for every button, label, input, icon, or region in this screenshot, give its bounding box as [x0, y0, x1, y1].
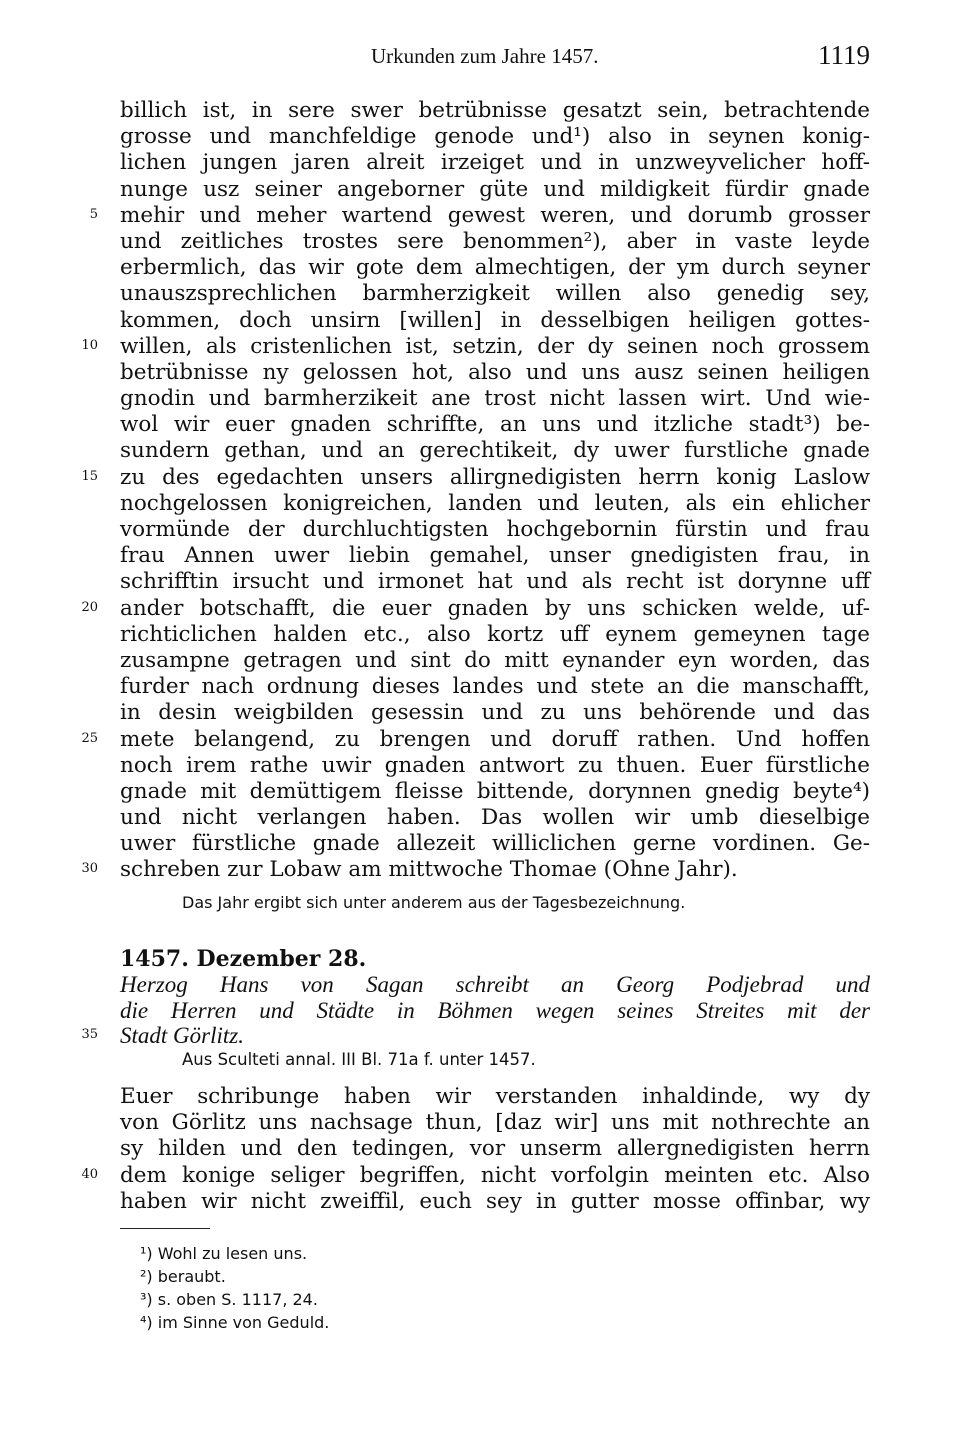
text-line — [0, 308, 960, 334]
line-text: die Herren und Städte in Böhmen wegen seines Streites mit der — [120, 997, 870, 1023]
line-text: haben wir nicht zweiffil, euch sey in gutter mosse offinbar, wy — [120, 1188, 870, 1214]
text-line — [0, 1163, 960, 1189]
running-title: Urkunden zum Jahre 1457. — [371, 44, 599, 68]
line-number: 25 — [81, 730, 98, 746]
line-number: 20 — [81, 599, 98, 615]
text-line — [0, 648, 960, 674]
line-text: billich ist, in sere swer betrübnisse gesatzt sein, betrachtende — [120, 98, 870, 123]
editorial-note: Das Jahr ergibt sich unter anderem aus der Tagesbezeichnung. — [182, 893, 686, 912]
text-line — [0, 491, 960, 517]
text-line — [0, 465, 960, 491]
text-line — [0, 753, 960, 779]
text-line — [0, 177, 960, 203]
line-text: dem konige seliger begriffen, nicht vorfolgin meinten etc. Also — [120, 1162, 870, 1188]
text-line — [0, 674, 960, 700]
line-text: unauszsprechlichen barmherzigkeit willen also genedig sey, — [120, 281, 870, 307]
text-line — [0, 281, 960, 307]
footnote: ⁴) im Sinne von Geduld. — [140, 1313, 330, 1332]
line-text: und nicht verlangen haben. Das wollen wir umb dieselbige — [120, 805, 870, 831]
line-number: 15 — [81, 468, 98, 484]
line-text: mehir und meher wartend gewest weren, und dorumb grosser — [120, 202, 870, 228]
line-text: zusampne getragen und sint do mitt eynander eyn worden, das — [120, 647, 870, 673]
line-number: 30 — [81, 861, 98, 877]
text-line — [0, 700, 960, 726]
text-line — [0, 543, 960, 569]
text-line — [0, 334, 960, 360]
line-text: nunge usz seiner angeborner güte und mildigkeit fürdir gnade — [120, 176, 870, 202]
text-line — [0, 998, 960, 1024]
text-line — [0, 569, 960, 595]
entry-date: 1457. Dezember 28. — [120, 946, 367, 972]
line-text: nochgelossen konigreichen, landen und leuten, als ein ehlicher — [120, 490, 870, 516]
footnote: ³) s. oben S. 1117, 24. — [140, 1290, 318, 1309]
text-line — [0, 972, 960, 998]
line-text: uwer fürstliche gnade allezeit williclichen gerne vordinen. Ge- — [120, 831, 870, 857]
line-text: furder nach ordnung dieses landes und stete an die manschafft, — [120, 674, 870, 700]
letter-text — [0, 1084, 960, 1215]
text-line — [0, 1189, 960, 1215]
text-line — [0, 360, 960, 386]
text-line — [0, 386, 960, 412]
footnote: ²) beraubt. — [140, 1267, 226, 1286]
footnote-rule — [120, 1228, 210, 1229]
text-line — [0, 203, 960, 229]
line-text: willen, als cristenlichen ist, setzin, der dy seinen noch grossem — [120, 333, 870, 359]
line-text: gnade mit demüttigem fleisse bittende, dorynnen gnedig beyte⁴) — [120, 778, 870, 804]
line-text: vormünde der durchluchtigsten hochgebornin fürstin und frau — [120, 517, 870, 542]
line-text: kommen, doch unsirn [willen] in desselbigen heiligen gottes- — [120, 307, 870, 333]
text-line — [0, 622, 960, 648]
line-text: in desin weigbilden gesessin und zu uns behörende und das — [120, 700, 870, 726]
text-line — [0, 438, 960, 464]
page-header — [0, 40, 960, 84]
text-line — [0, 779, 960, 805]
line-number: 40 — [81, 1166, 98, 1182]
line-text: ander botschafft, die euer gnaden by uns schicken welde, uf- — [120, 595, 870, 621]
line-number: 10 — [81, 337, 98, 353]
line-text: frau Annen uwer liebin gemahel, unser gnedigisten frau, in — [120, 543, 870, 569]
line-text: von Görlitz uns nachsage thun, [daz wir] uns mit nothrechte an — [120, 1110, 870, 1136]
text-line — [0, 1136, 960, 1162]
text-line — [0, 1023, 960, 1049]
line-text: und zeitliches trostes sere benommen²), aber in vaste leyde — [120, 228, 870, 254]
line-text: schrifftin irsucht und irmonet hat und als recht ist dorynne uff — [120, 569, 870, 595]
line-text: wol wir euer gnaden schriffte, an uns und itzliche stadt³) be- — [120, 412, 870, 438]
regest — [0, 972, 960, 1049]
line-text: betrübnisse ny gelossen hot, also und uns ausz seinen heiligen — [120, 359, 870, 385]
line-text: lichen jungen jaren alreit irzeiget und in unzweyvelicher hoff- — [120, 150, 870, 176]
line-text: mete belangend, zu brengen und doruff rathen. Und hoffen — [120, 726, 870, 752]
text-line — [0, 150, 960, 176]
text-line — [0, 1084, 960, 1110]
text-line — [0, 229, 960, 255]
line-text: sundern gethan, und an gerechtikeit, dy uwer furstliche gnade — [120, 438, 870, 464]
line-text: Euer schribunge haben wir verstanden inhaldinde, wy dy — [120, 1084, 870, 1109]
line-text: gnodin und barmherzikeit ane trost nicht lassen wirt. Und wie- — [120, 386, 870, 412]
line-text: richticlichen halden etc., also kortz uff eynem gemeynen tage — [120, 621, 870, 647]
line-text: sy hilden und den tedingen, vor unserm allergnedigisten herrn — [120, 1136, 870, 1162]
line-number: 35 — [81, 1027, 98, 1042]
line-text: Herzog Hans von Sagan schreibt an Georg Podjebrad und — [120, 972, 870, 997]
line-text: zu des egedachten unsers allirgnedigisten herrn konig Laslow — [120, 464, 870, 490]
text-line — [0, 255, 960, 281]
line-text: erbermlich, das wir gote dem almechtigen, der ym durch seyner — [120, 255, 870, 281]
line-text: schreben zur Lobaw am mittwoche Thomae (Ohne Jahr). — [120, 857, 738, 883]
main-text — [0, 98, 960, 884]
line-text: noch irem rathe uwir gnaden antwort zu thuen. Euer fürstliche — [120, 752, 870, 778]
footnote: ¹) Wohl zu lesen uns. — [140, 1244, 308, 1263]
text-line — [0, 805, 960, 831]
text-line — [0, 727, 960, 753]
line-text: grosse und manchfeldige genode und¹) also in seynen konig- — [120, 124, 870, 150]
page-number: 1119 — [818, 40, 870, 70]
text-line — [0, 517, 960, 543]
text-line — [0, 1110, 960, 1136]
line-text: Stadt Görlitz. — [120, 1023, 244, 1048]
text-line — [0, 412, 960, 438]
text-line — [0, 98, 960, 124]
text-line — [0, 831, 960, 857]
footnotes — [140, 1244, 329, 1336]
source-citation: Aus Sculteti annal. III Bl. 71a f. unter 1457. — [182, 1050, 536, 1069]
text-line — [0, 596, 960, 622]
text-line — [0, 857, 960, 883]
line-number: 5 — [89, 206, 98, 222]
text-line — [0, 124, 960, 150]
